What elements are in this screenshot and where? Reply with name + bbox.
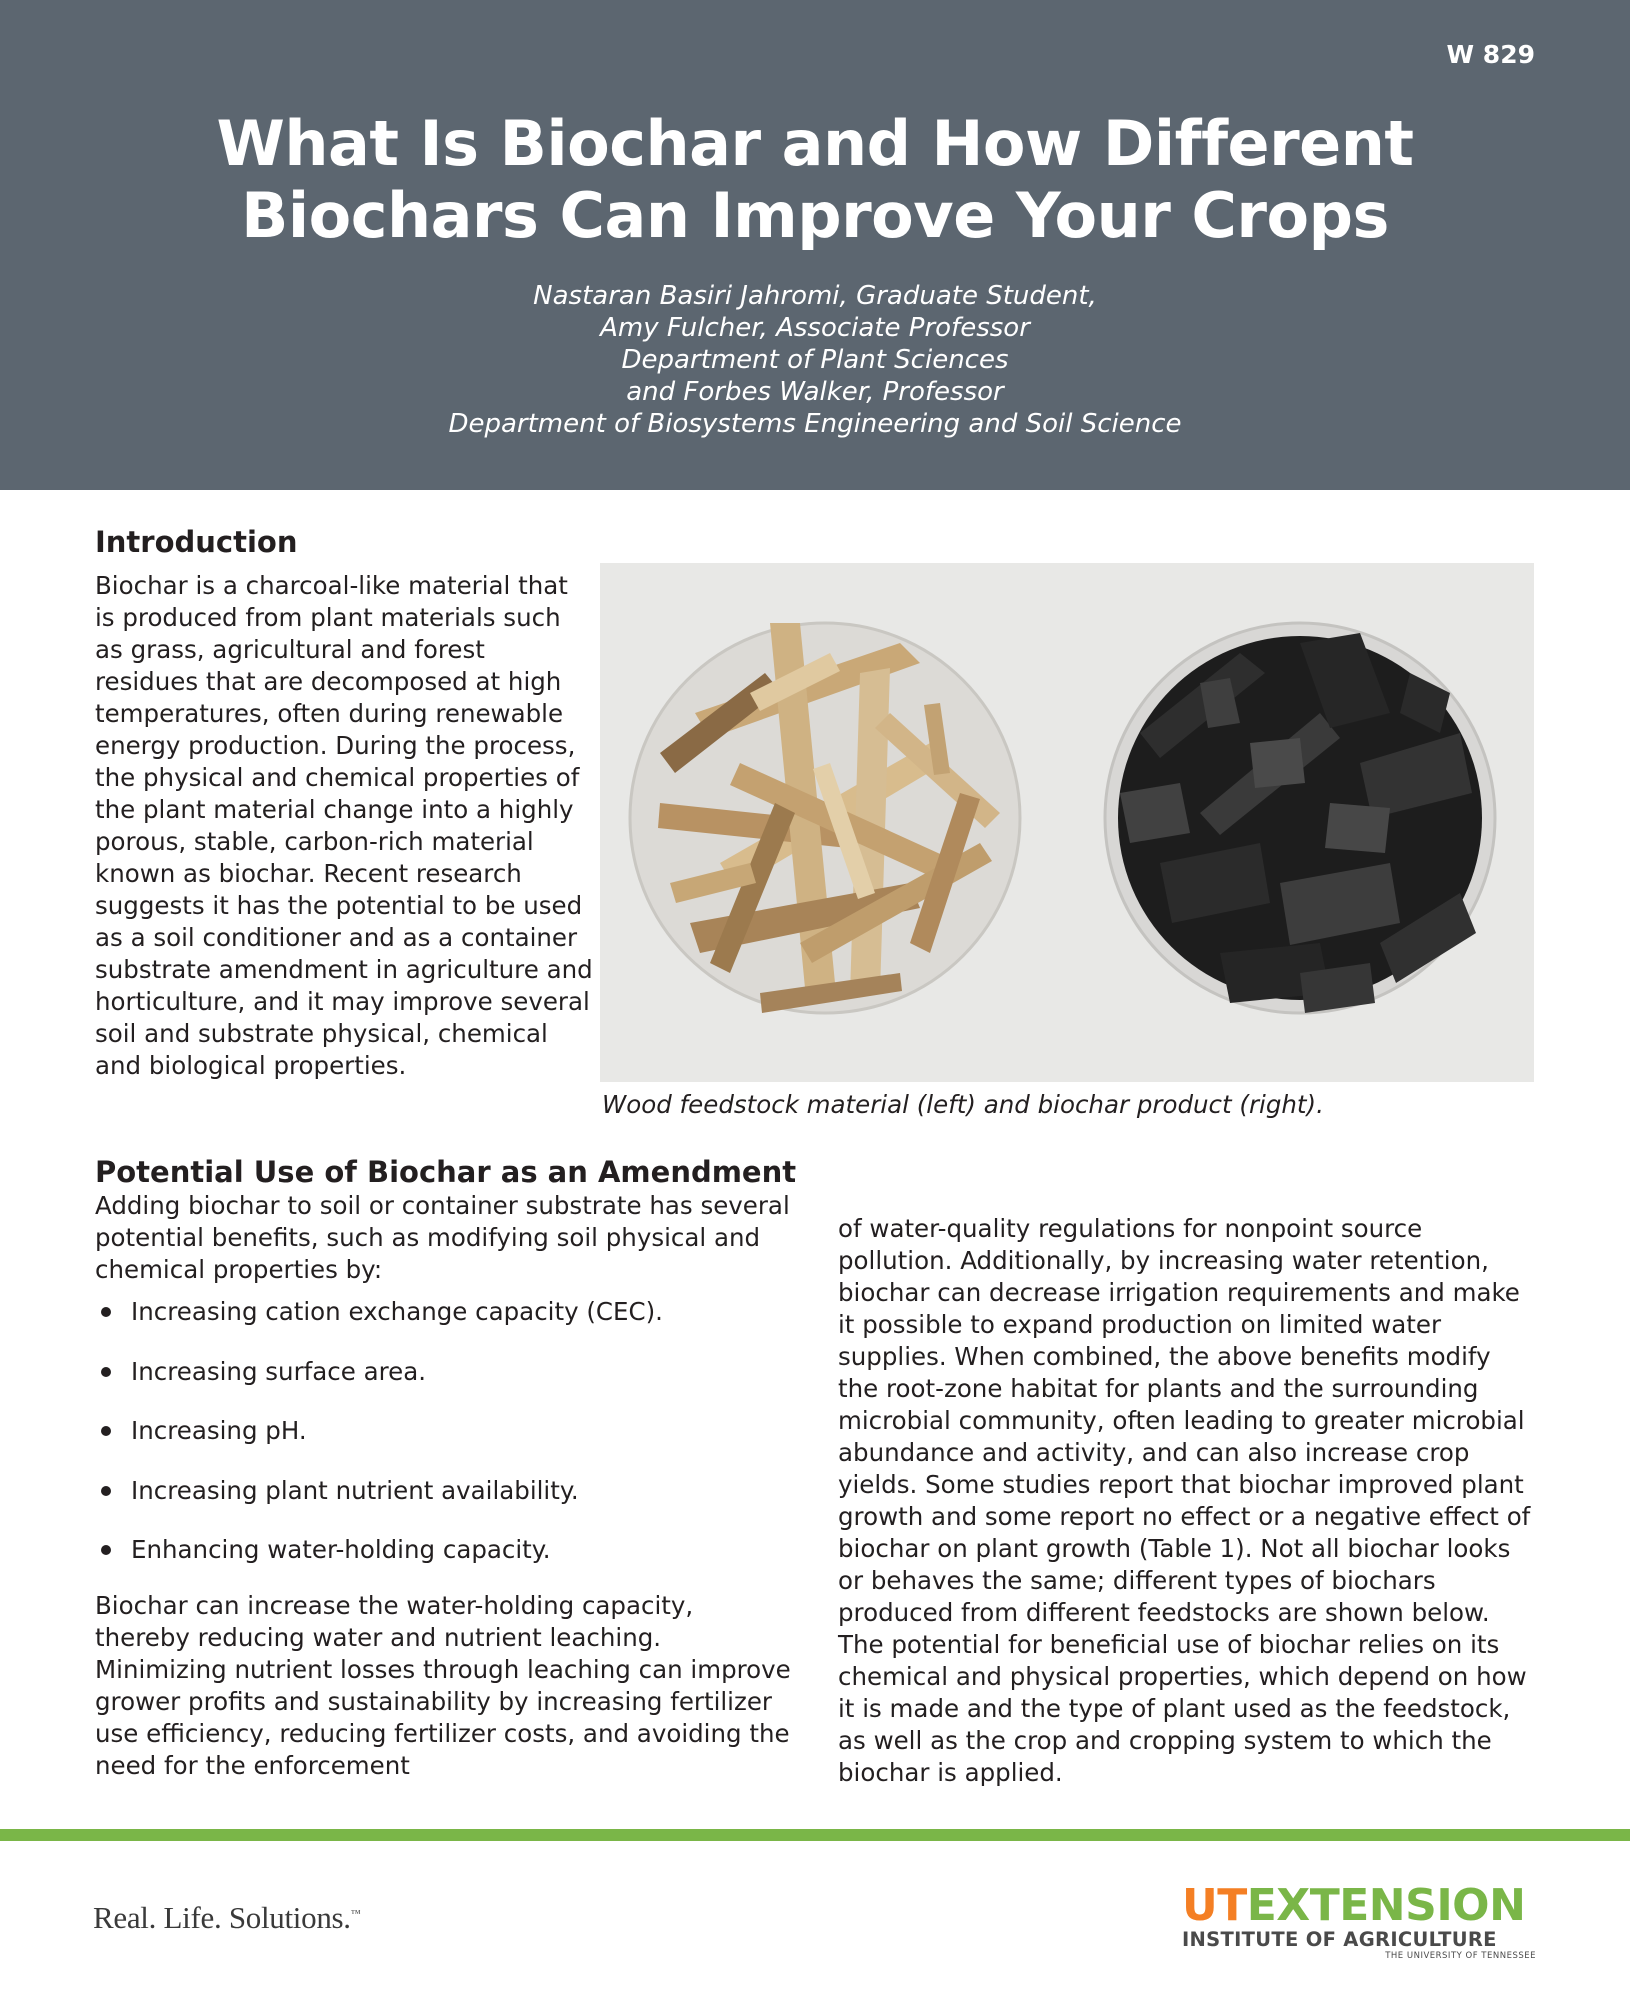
logo-university: THE UNIVERSITY OF TENNESSEE bbox=[1385, 1951, 1536, 1961]
tagline-text: Real. Life. Solutions. bbox=[93, 1900, 351, 1935]
title-line-1: What Is Biochar and How Different bbox=[216, 107, 1414, 180]
logo-institute: INSTITUTE OF AGRICULTURE bbox=[1182, 1928, 1497, 1951]
ut-extension-logo bbox=[1182, 1880, 1542, 1963]
list-item: Increasing pH. bbox=[95, 1415, 795, 1475]
potential-use-heading: Potential Use of Biochar as an Amendment bbox=[95, 1155, 797, 1189]
potential-use-intro: Adding biochar to soil or container substrate has several potential benefits, such as modifying soil physical and chemical properties by: bbox=[95, 1191, 790, 1284]
publication-number: W 829 bbox=[1446, 40, 1535, 69]
figure-caption: Wood feedstock material (left) and biochar product (right). bbox=[602, 1090, 1324, 1119]
page-title bbox=[60, 108, 1570, 252]
author-line: Amy Fulcher, Associate Professor bbox=[600, 313, 1030, 343]
logo-extension: EXTENSION bbox=[1246, 1880, 1526, 1931]
list-item: Increasing surface area. bbox=[95, 1356, 795, 1416]
feedstock-biochar-photo bbox=[600, 563, 1534, 1082]
tagline bbox=[93, 1900, 360, 1936]
list-item: Increasing cation exchange capacity (CEC). bbox=[95, 1296, 795, 1356]
right-column-paragraph: of water-quality regulations for nonpoint source pollution. Additionally, by increasing water retention, biochar can decrease irrigation requirements and make it possible to expand production on limited water supplies. When combined, the above benefits modify the root-zone habitat for plants and the surrounding microbial community, often leading to greater microbial abundance and activity, and can also increase crop yields. Some studies report that biochar improved plant growth and some report no effect or a negative effect of biochar on plant growth (Table 1). Not all biochar looks or behaves the same; different types of biochars produced from different feedstocks are shown below. The potential for beneficial use of biochar relies on its chemical and physical properties, which depend on how it is made and the type of plant used as the feedstock, as well as the crop and cropping system to which the biochar is applied. bbox=[838, 1214, 1531, 1787]
author-line: Department of Plant Sciences bbox=[621, 345, 1009, 375]
author-line: Department of Biosystems Engineering and Soil Science bbox=[448, 409, 1182, 439]
water-holding-paragraph: Biochar can increase the water-holding capacity, thereby reducing water and nutrient leaching. Minimizing nutrient losses through leaching can improve grower profits and sustainability by increasing fertilizer use efficiency, reducing fertilizer costs, and avoiding the need for the enforcement bbox=[95, 1591, 791, 1780]
logo-wordmark bbox=[1182, 1880, 1526, 1931]
introduction-paragraph: Biochar is a charcoal-like material that is produced from plant materials such as grass, agricultural and forest residues that are decomposed at high temperatures, often during renewable energy production. During the process, the physical and chemical properties of the plant material change into a highly porous, stable, carbon-rich material known as biochar. Recent research suggests it has the potential to be used as a soil conditioner and as a container substrate amendment in agriculture and horticulture, and it may improve several soil and substrate physical, chemical and biological properties. bbox=[95, 571, 593, 1080]
benefits-list bbox=[95, 1296, 795, 1594]
photo-illustration bbox=[600, 563, 1534, 1082]
introduction-heading: Introduction bbox=[95, 525, 298, 559]
footer-divider bbox=[0, 1829, 1630, 1841]
author-line: Nastaran Basiri Jahromi, Graduate Student, bbox=[533, 281, 1097, 311]
author-block bbox=[60, 280, 1570, 440]
logo-ut: UT bbox=[1182, 1880, 1247, 1931]
header-band bbox=[0, 0, 1630, 490]
title-line-2: Biochars Can Improve Your Crops bbox=[241, 179, 1389, 252]
trademark-mark: ™ bbox=[350, 1908, 361, 1920]
list-item: Enhancing water-holding capacity. bbox=[95, 1534, 795, 1594]
list-item: Increasing plant nutrient availability. bbox=[95, 1475, 795, 1535]
author-line: and Forbes Walker, Professor bbox=[626, 377, 1004, 407]
